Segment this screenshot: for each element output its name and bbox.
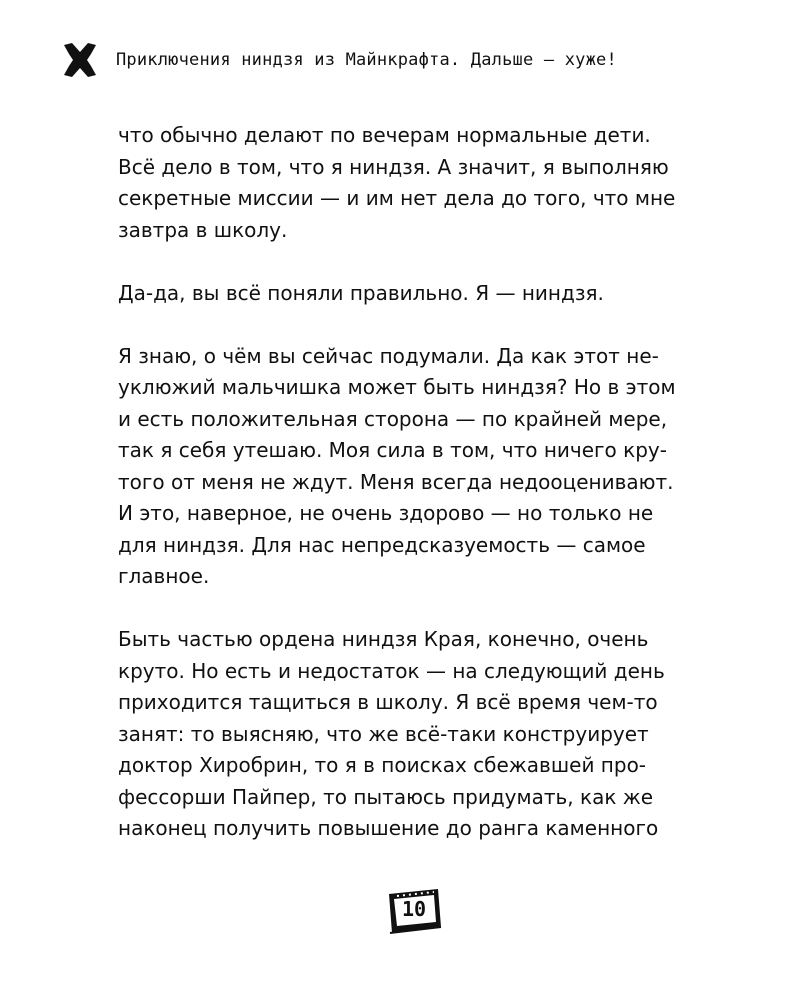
text-line: секретные миссии — и им нет дела до того, что мне — [118, 186, 676, 210]
text-line: и есть положительная сторона — по крайней мере, — [118, 406, 668, 431]
paragraph — [118, 341, 718, 593]
paragraph-gap — [118, 309, 718, 341]
book-title: Приключения ниндзя из Майнкрафта. Дальше — хуже! — [116, 50, 617, 70]
text-line: того от меня не ждут. Меня всегда недооценивают. — [118, 469, 674, 494]
paragraph-gap — [118, 246, 718, 278]
text-line: наконец получить повышение до ранга каменного — [118, 816, 659, 840]
text-line: занят: то выясняю, что же всё-таки конструирует — [118, 721, 649, 746]
text-line: приходится тащиться в школу. Я всё время чем-то — [118, 690, 658, 714]
paragraph — [118, 624, 718, 845]
text-line: И это, наверное, не очень здорово — но только не — [118, 501, 654, 525]
text-line: главное. — [118, 564, 210, 588]
text-line: Да-да, вы всё поняли правильно. Я — ниндзя. — [118, 280, 604, 305]
page-number-badge — [380, 884, 446, 940]
text-line: уклюжий мальчишка может быть ниндзя? Но в этом — [118, 375, 676, 399]
paragraph — [118, 278, 718, 310]
paragraph — [118, 120, 718, 246]
text-line: фессорши Пайпер, то пытаюсь придумать, как же — [118, 784, 654, 809]
text-line: круто. Но есть и недостаток — на следующий день — [118, 658, 665, 683]
text-line: завтра в школу. — [118, 217, 288, 242]
body-text — [118, 120, 718, 845]
text-line: так я себя утешаю. Моя сила в том, что ничего кру- — [118, 438, 667, 462]
page-number: 10 — [401, 897, 427, 921]
page-header — [58, 40, 758, 80]
text-line: Быть частью ордена ниндзя Края, конечно, очень — [118, 627, 649, 651]
x-mark-icon — [58, 40, 102, 80]
text-line: доктор Хиробрин, то я в поисках сбежавшей про- — [118, 753, 647, 777]
paragraph-gap — [118, 593, 718, 625]
text-line: Всё дело в том, что я ниндзя. А значит, я выполняю — [118, 154, 669, 179]
text-line: Я знаю, о чём вы сейчас подумали. Да как этот не- — [118, 343, 659, 368]
text-line: для ниндзя. Для нас непредсказуемость — самое — [118, 532, 646, 557]
text-line: что обычно делают по вечерам нормальные дети. — [118, 123, 651, 147]
